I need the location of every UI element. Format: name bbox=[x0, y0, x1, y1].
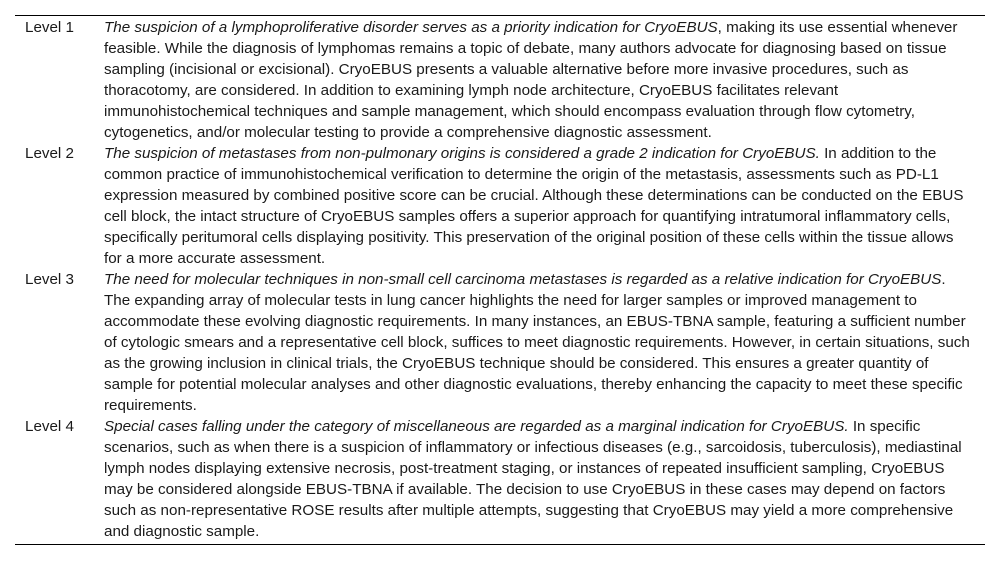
description-text: . The expanding array of molecular tests in lung cancer highlights the need for larger samples or improved management to accommodate these evolving diagnostic requirements. In many instances, an EBUS-TBNA sample, featuring a sufficient number of cytologic smears and a representative cell block, suffices to meet diagnostic requirements. However, in certain situations, such as the growing inclusion in clinical trials, the CryoEBUS technique should be considered. This ensures a greater quantity of sample for potential molecular analyses and other diagnostic evaluations, thereby enhancing the capacity to meet these specific requirements. bbox=[104, 271, 970, 414]
description-cell bbox=[104, 269, 985, 416]
description-text: In addition to the common practice of immunohistochemical verification to determine the origin of the metastasis, assessments such as PD-L1 expression measured by combined positive score can be crucial. Although these determinations can be conducted on the EBUS cell block, the intact structure of CryoEBUS samples offers a superior approach for quantifying intratumoral inflammatory cells, specifically peritumoral cells displaying positivity. This preservation of the original position of these cells within the tissue allows for a more accurate assessment. bbox=[104, 145, 964, 267]
indication-table-body bbox=[15, 17, 985, 542]
description-text: , making its use essential whenever feasible. While the diagnosis of lymphomas remains a topic of debate, many authors advocate for diagnosing based on tissue sampling (incisional or excisional). CryoEBUS presents a valuable alternative before more invasive procedures, such as thoracotomy, are considered. In addition to examining lymph node architecture, CryoEBUS facilitates relevant immunohistochemical techniques and sample management, which should encompass evaluation through flow cytometry, cytogenetics, and/or molecular testing to provide a comprehensive diagnostic assessment. bbox=[104, 19, 958, 141]
lead-sentence: Special cases falling under the category of miscellaneous are regarded as a marginal indication for CryoEBUS. bbox=[104, 418, 849, 435]
table-row bbox=[15, 416, 985, 542]
level-cell: Level 3 bbox=[25, 271, 74, 288]
level-cell: Level 1 bbox=[25, 19, 74, 36]
description-text: In specific scenarios, such as when there is a suspicion of inflammatory or infectious diseases (e.g., sarcoidosis, tuberculosis), mediastinal lymph nodes displaying extensive necrosis, post-treatment staging, or instances of repeated insufficient sampling, CryoEBUS may be considered alongside EBUS-TBNA if available. The decision to use CryoEBUS in these cases may depend on factors such as non-representative ROSE results after multiple attempts, suggesting that CryoEBUS may yield a more comprehensive and diagnostic sample. bbox=[104, 418, 962, 540]
description-cell bbox=[104, 143, 985, 269]
description-cell bbox=[104, 17, 985, 143]
indication-table bbox=[15, 15, 985, 545]
description-cell bbox=[104, 416, 985, 542]
table-row bbox=[15, 269, 985, 416]
table-row bbox=[15, 143, 985, 269]
table-row bbox=[15, 17, 985, 143]
level-cell: Level 2 bbox=[25, 145, 74, 162]
lead-sentence: The suspicion of metastases from non-pulmonary origins is considered a grade 2 indication for CryoEBUS. bbox=[104, 145, 820, 162]
level-cell: Level 4 bbox=[25, 418, 74, 435]
lead-sentence: The need for molecular techniques in non-small cell carcinoma metastases is regarded as a relative indication for CryoEBUS bbox=[104, 271, 942, 288]
lead-sentence: The suspicion of a lymphoproliferative disorder serves as a priority indication for CryoEBUS bbox=[104, 19, 718, 36]
